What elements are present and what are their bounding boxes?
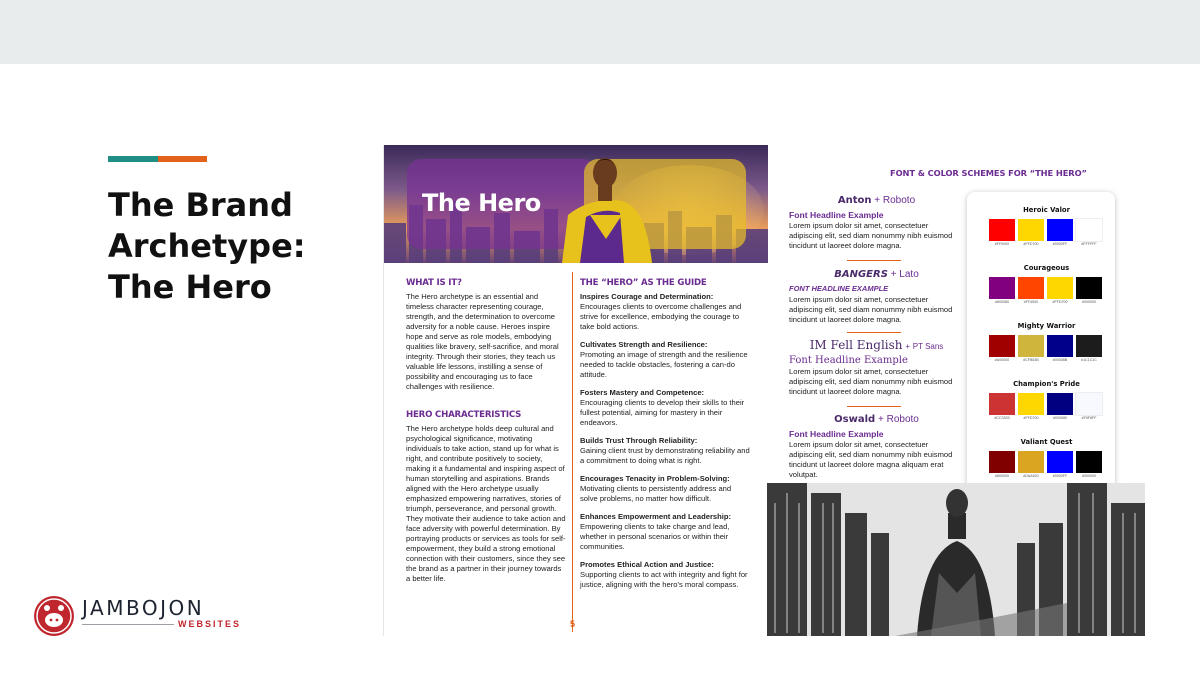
swatch-chip xyxy=(1047,393,1073,415)
swatch-chip xyxy=(1018,393,1044,415)
palette-name: Courageous xyxy=(1023,264,1070,272)
swatch-chip xyxy=(1047,451,1073,473)
guide-item xyxy=(580,436,750,466)
guide-item-title: Cultivates Strength and Resilience: xyxy=(580,340,708,349)
banner-title: The Hero xyxy=(422,189,541,217)
swatch-row xyxy=(989,277,1104,305)
guide-item-body: Empowering clients to take charge and lead, whether in personal scenarios or within their communities. xyxy=(580,522,730,551)
font-pair-label: Anton + Roboto xyxy=(837,195,916,206)
color-swatch xyxy=(1047,277,1073,305)
swatch-chip xyxy=(1047,335,1073,357)
primary-font: Anton xyxy=(837,195,872,206)
color-swatch xyxy=(989,335,1015,363)
swatch-hex-label: #FF4500 xyxy=(1023,300,1039,304)
swatch-hex-label: #0000FF xyxy=(1052,474,1068,478)
font-example-headline: Font Headline Example xyxy=(789,355,908,366)
swatch-hex-label: #FFD700 xyxy=(1052,300,1068,304)
font-color-schemes xyxy=(777,160,1157,490)
color-swatch xyxy=(989,219,1015,247)
color-swatch xyxy=(1076,451,1102,479)
swatch-chip xyxy=(989,219,1015,241)
swatch-chip xyxy=(1076,335,1102,357)
hippo-head-icon xyxy=(32,594,76,638)
swatch-hex-label: #DAA520 xyxy=(1023,474,1039,478)
swatch-chip xyxy=(1018,277,1044,299)
secondary-font: Lato xyxy=(899,269,919,280)
pair-separator xyxy=(847,406,901,407)
color-swatch xyxy=(1018,393,1044,421)
swatch-hex-label: #0000FF xyxy=(1052,242,1068,246)
color-palettes-card xyxy=(967,192,1115,496)
guide-item xyxy=(580,292,750,332)
swatch-hex-label: #A00000 xyxy=(994,358,1010,362)
right-column xyxy=(580,278,750,598)
swatch-chip xyxy=(1076,277,1102,299)
swatch-chip xyxy=(1047,277,1073,299)
swatch-hex-label: #000000 xyxy=(1082,474,1096,478)
color-swatch xyxy=(1076,219,1102,247)
font-pair-label: IM Fell English + PT Sans xyxy=(809,338,944,352)
color-swatch xyxy=(1076,335,1102,363)
swatch-hex-label: #FFD700 xyxy=(1023,416,1039,420)
color-swatch xyxy=(1047,219,1073,247)
pair-separator xyxy=(847,260,901,261)
guide-item xyxy=(580,340,750,380)
schemes-title: FONT & COLOR SCHEMES FOR “THE HERO” xyxy=(890,168,1087,178)
section-heading: WHAT IS IT? xyxy=(406,278,462,288)
section-heading: HERO CHARACTERISTICS xyxy=(406,410,522,420)
guide-item-title: Encourages Tenacity in Problem-Solving: xyxy=(580,474,730,483)
primary-font: IM Fell English xyxy=(809,338,903,352)
section-body: The Hero archetype is an essential and timeless character representing courage, strength, and the determination to overcome adversity for a noble cause. Heroes inspire hope and serve as role models, embodying qualities like bravery, self-sacrifice, and moral integrity. Through their stories, they teach us valuable life lessons, instilling a sense of possibility and encouraging us to face challenges with resilience. xyxy=(406,292,559,391)
accent-teal xyxy=(108,156,158,162)
swatch-chip xyxy=(989,277,1015,299)
color-swatch xyxy=(1018,219,1044,247)
swatch-chip xyxy=(1018,219,1044,241)
font-pair-block xyxy=(789,340,964,397)
section-body: The Hero archetype holds deep cultural and psychological significance, motivating individuals to take action, stand up for what is right, and contribute positively to society, making it a fundamental and inspiring aspect of human storytelling and aspirations. Brands aligned with the Hero archetype usually emphasized empowering narratives, stories of triumph, perseverance, and personal growth. They motivate their audience to take action and face adversity with powerful determination. By portraying products or services as tools for self-empowerment, they build a strong emotional connection with their customers, since they see the brand as a partner in their journey towards a better life. xyxy=(406,424,566,583)
primary-font: Oswald xyxy=(834,414,876,425)
font-example-body: Lorem ipsum dolor sit amet, consectetuer adipiscing elit, sed diam nonummy nibh euismod tincidunt ut laoreet dolore magna aliquam erat volutpat. xyxy=(789,440,953,479)
font-example-headline: FONT HEADLINE EXAMPLE xyxy=(789,284,889,293)
swatch-hex-label: #1C1C1C xyxy=(1081,358,1097,362)
swatch-hex-label: #000000 xyxy=(1082,300,1096,304)
hero-banner-image xyxy=(384,145,768,263)
color-swatch xyxy=(1018,451,1044,479)
color-palette xyxy=(989,322,1104,363)
color-swatch xyxy=(1047,451,1073,479)
swatch-chip xyxy=(989,335,1015,357)
color-swatch xyxy=(989,277,1015,305)
swatch-row xyxy=(989,451,1104,479)
color-swatch xyxy=(989,393,1015,421)
column-divider xyxy=(570,272,576,632)
jambojon-logo xyxy=(32,594,242,640)
swatch-hex-label: #CC3333 xyxy=(994,416,1010,420)
guide-item-body: Promoting an image of strength and the resilience needed to tackle obstacles, fostering a can-do attitude. xyxy=(580,350,748,379)
color-swatch xyxy=(1047,393,1073,421)
guide-item-title: Promotes Ethical Action and Justice: xyxy=(580,560,714,569)
font-pair-label: BANGERS + Lato xyxy=(834,269,919,280)
font-pair-block xyxy=(789,196,964,251)
swatch-row xyxy=(989,219,1104,247)
swatch-hex-label: #FFFFFF xyxy=(1081,242,1097,246)
palette-name: Heroic Valor xyxy=(1023,206,1070,214)
font-pair-block xyxy=(789,415,964,480)
swatch-hex-label: #800000 xyxy=(995,474,1009,478)
color-palette xyxy=(989,264,1104,305)
logo-wordmark: JAMBOJON xyxy=(82,596,205,620)
swatch-row xyxy=(989,393,1104,421)
page-number: 5 xyxy=(570,619,576,629)
swatch-chip xyxy=(1018,451,1044,473)
color-palette xyxy=(989,438,1104,479)
guide-item xyxy=(580,388,750,428)
title-line: The Hero xyxy=(108,268,272,306)
section-heading: THE “HERO” AS THE GUIDE xyxy=(580,278,707,288)
swatch-hex-label: #FF0000 xyxy=(994,242,1010,246)
color-swatch xyxy=(1018,335,1044,363)
top-band xyxy=(0,0,1200,64)
hero-sketch-illustration xyxy=(767,483,1145,636)
swatch-hex-label: #CFB53B xyxy=(1023,358,1039,362)
title-line: The Brand xyxy=(108,186,293,224)
color-palette xyxy=(989,380,1104,421)
logo-rule xyxy=(82,624,174,625)
guide-item-body: Encouraging clients to develop their skills to their fullest potential, aiming for mastery in their endeavors. xyxy=(580,398,745,427)
guide-item-body: Encourages clients to overcome challenges and strive for excellence, embodying the courage to take bold actions. xyxy=(580,302,742,331)
secondary-font: PT Sans xyxy=(912,342,944,351)
palette-name: Valiant Quest xyxy=(1020,438,1073,446)
guide-item-body: Gaining client trust by demonstrating reliability and a commitment to doing what is right. xyxy=(580,446,750,465)
swatch-chip xyxy=(1047,219,1073,241)
swatch-chip xyxy=(1076,393,1102,415)
swatch-hex-label: #000080 xyxy=(1053,416,1067,420)
font-example-headline: Font Headline Example xyxy=(789,429,884,439)
pair-separator xyxy=(847,332,901,333)
font-example-body: Lorem ipsum dolor sit amet, consectetuer adipiscing elit, sed diam nonummy nibh euismod tincidunt ut laoreet dolore magna. xyxy=(789,295,953,324)
guide-item xyxy=(580,474,750,504)
guide-item-title: Enhances Empowerment and Leadership: xyxy=(580,512,732,521)
font-example-body: Lorem ipsum dolor sit amet, consectetuer adipiscing elit, sed diam nonummy nibh euismod tincidunt ut laoreet dolore magna. xyxy=(789,221,953,250)
guide-item-title: Fosters Mastery and Competence: xyxy=(580,388,705,397)
guide-item-title: Inspires Courage and Determination: xyxy=(580,292,714,301)
guide-item-body: Supporting clients to act with integrity and fight for justice, aligning with the hero's moral compass. xyxy=(580,570,748,589)
title-line: Archetype: xyxy=(108,227,306,265)
swatch-chip xyxy=(1076,219,1102,241)
secondary-font: Roboto xyxy=(882,195,916,206)
palette-name: Mighty Warrior xyxy=(1017,322,1076,330)
swatch-chip xyxy=(1018,335,1044,357)
primary-font: BANGERS xyxy=(834,269,888,280)
secondary-font: Roboto xyxy=(886,414,919,425)
swatch-hex-label: #FFD700 xyxy=(1023,242,1039,246)
left-column xyxy=(406,278,566,584)
color-swatch xyxy=(1076,277,1102,305)
guide-item-body: Motivating clients to persistently address and solve problems, no matter how difficult. xyxy=(580,484,732,503)
title-accent-bar xyxy=(108,156,207,162)
accent-orange xyxy=(158,156,207,162)
palette-name: Champion's Pride xyxy=(1013,380,1080,388)
swatch-row xyxy=(989,335,1104,363)
color-palette xyxy=(989,206,1104,247)
color-swatch xyxy=(1047,335,1073,363)
color-swatch xyxy=(1018,277,1044,305)
font-example-body: Lorem ipsum dolor sit amet, consectetuer adipiscing elit, sed diam nonummy nibh euismod tincidunt ut laoreet dolore magna. xyxy=(789,367,953,396)
font-pair-block xyxy=(789,270,964,325)
swatch-chip xyxy=(989,451,1015,473)
font-example-headline: Font Headline Example xyxy=(789,210,884,220)
color-swatch xyxy=(1076,393,1102,421)
font-pair-label: Oswald + Roboto xyxy=(834,414,919,425)
logo-subtitle: WEBSITES xyxy=(178,619,242,629)
swatch-hex-label: #800080 xyxy=(995,300,1009,304)
swatch-hex-label: #F8F8FF xyxy=(1081,416,1097,420)
sketch-city-hero xyxy=(767,483,1145,636)
swatch-chip xyxy=(989,393,1015,415)
slide-title xyxy=(108,185,348,308)
guide-item xyxy=(580,560,750,590)
color-swatch xyxy=(989,451,1015,479)
document-page xyxy=(383,145,767,636)
guide-item-title: Builds Trust Through Reliability: xyxy=(580,436,698,445)
swatch-chip xyxy=(1076,451,1102,473)
swatch-hex-label: #00008B xyxy=(1052,358,1068,362)
guide-item xyxy=(580,512,750,552)
